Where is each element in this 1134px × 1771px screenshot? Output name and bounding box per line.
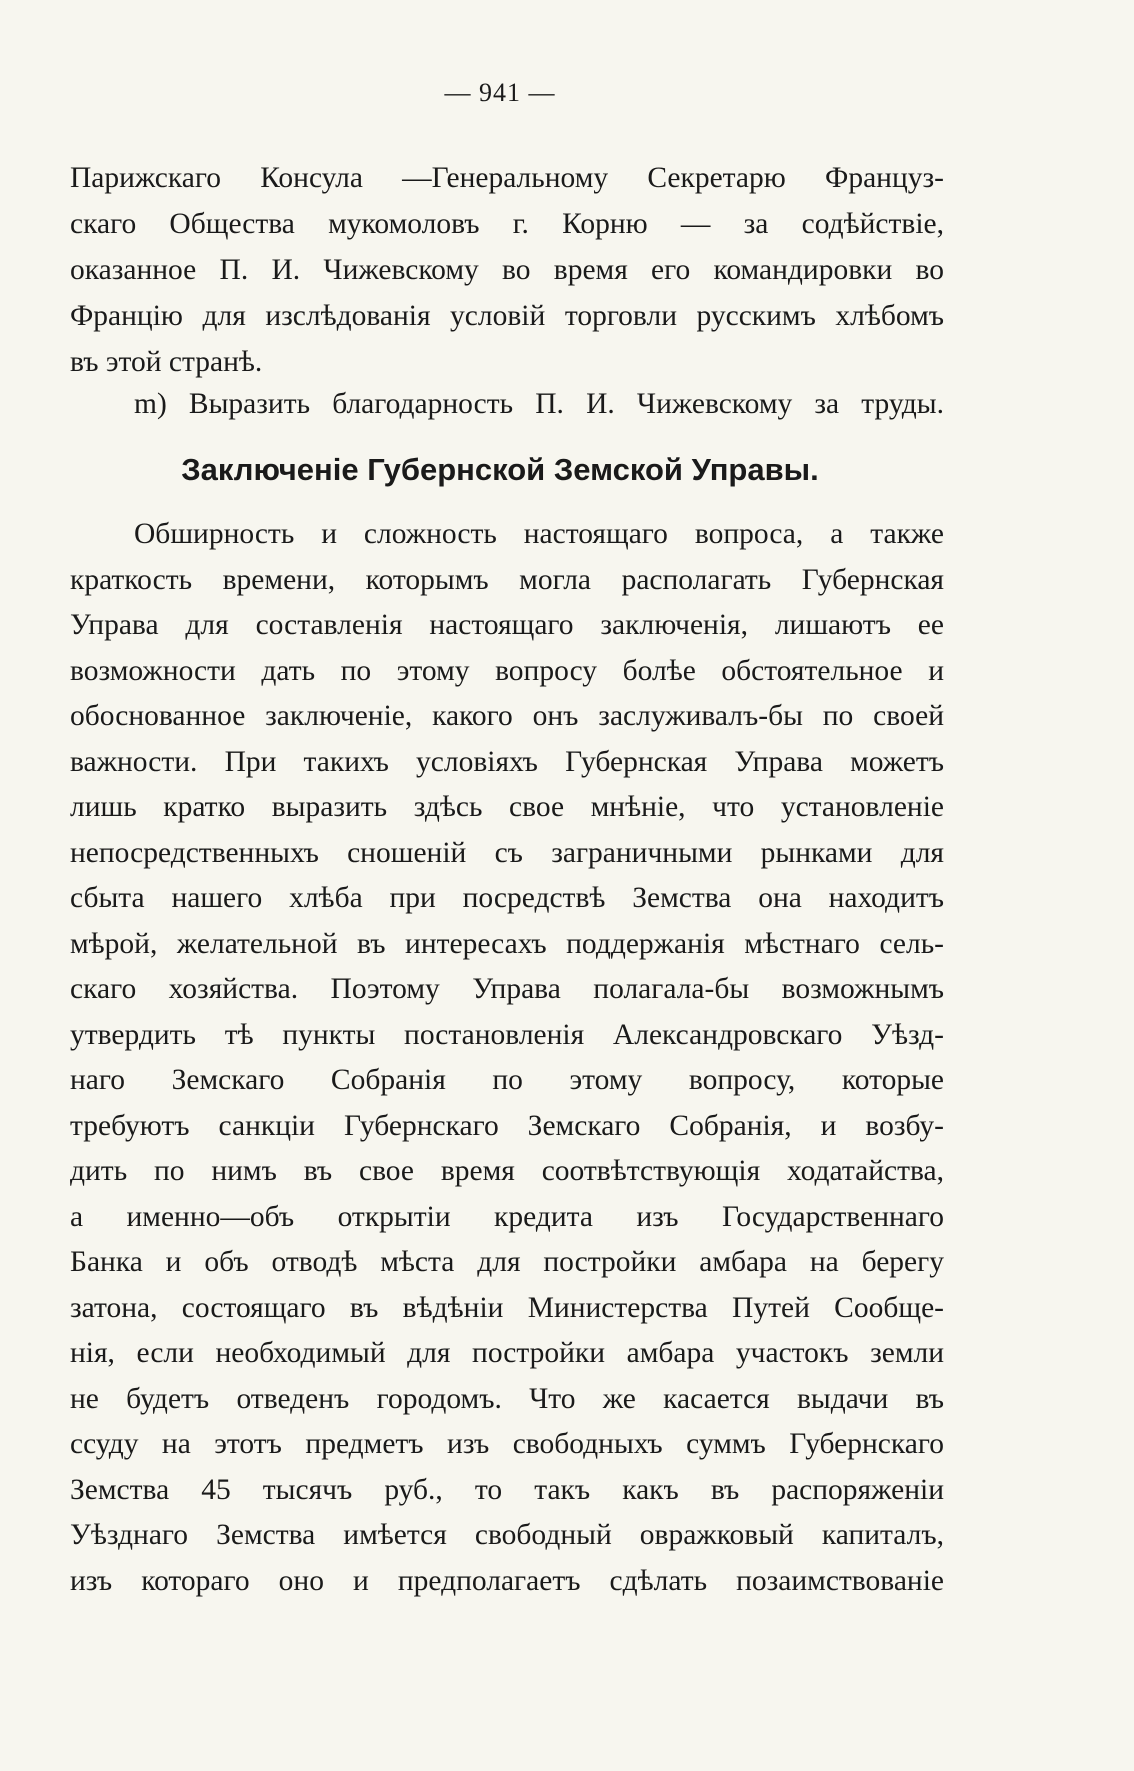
text-line: непосредственныхъ сношеній съ заграничными рынками для: [70, 837, 944, 869]
text-line: оказанное П. И. Чижевскому во время его командировки во: [70, 254, 944, 286]
text-line: нія, если необходимый для постройки амбара участокъ земли: [70, 1337, 944, 1369]
item-m-text: m) Выразить благодарность П. И. Чижевскому за труды.: [134, 388, 944, 420]
text-line: утвердить тѣ пункты постановленія Александровскаго Уѣзд-: [70, 1019, 944, 1051]
page-number: — 941 —: [444, 78, 556, 107]
text-line: Парижскаго Консула —Генеральному Секретарю Француз-: [70, 162, 944, 194]
text-line: не будетъ отведенъ городомъ. Что же касается выдачи въ: [70, 1383, 944, 1415]
text-line: Банка и объ отводѣ мѣста для постройки амбара на берегу: [70, 1246, 944, 1278]
text-line: скаго хозяйства. Поэтому Управа полагала-бы возможнымъ: [70, 973, 944, 1005]
text-line: Управа для составленія настоящаго заключенія, лишаютъ ее: [70, 609, 944, 641]
text-line: важности. При такихъ условіяхъ Губернская Управа можетъ: [70, 746, 944, 778]
text-line: скаго Общества мукомоловъ г. Корню — за содѣйствіе,: [70, 208, 944, 240]
text-line: краткость времени, которымъ могла располагать Губернская: [70, 564, 944, 596]
text-line: обоснованное заключеніе, какого онъ заслуживалъ-бы по своей: [70, 700, 944, 732]
text-line: мѣрой, желательной въ интересахъ поддержанія мѣстнаго сель-: [70, 928, 944, 960]
text-line: изъ котораго оно и предполагаетъ сдѣлать позаимствованіе: [70, 1565, 944, 1597]
text-line: ссуду на этотъ предметъ изъ свободныхъ суммъ Губернскаго: [70, 1428, 944, 1460]
section-heading: Заключеніе Губернской Земской Управы.: [181, 452, 819, 487]
text-line: а именно—объ открытіи кредита изъ Государственнаго: [70, 1201, 944, 1233]
text-line: сбыта нашего хлѣба при посредствѣ Земства она находитъ: [70, 882, 944, 914]
text-line: лишь кратко выразить здѣсь свое мнѣніе, что установленіе: [70, 791, 944, 823]
text-line: требуютъ санкціи Губернскаго Земскаго Собранія, и возбу-: [70, 1110, 944, 1142]
text-line: Францію для изслѣдованія условій торговли русскимъ хлѣбомъ: [70, 300, 944, 332]
text-line: возможности дать по этому вопросу болѣе обстоятельное и: [70, 655, 944, 687]
text-line: дить по нимъ въ свое время соотвѣтствующія ходатайства,: [70, 1155, 944, 1187]
text-line: наго Земскаго Собранія по этому вопросу, которые: [70, 1064, 944, 1096]
text-line: Уѣзднаго Земства имѣется свободный овражковый капиталъ,: [70, 1519, 944, 1551]
text-line: Земства 45 тысячъ руб., то такъ какъ въ распоряженіи: [70, 1474, 944, 1506]
text-line: Обширность и сложность настоящаго вопроса, а также: [134, 518, 944, 550]
text-line: въ этой странѣ.: [70, 346, 263, 378]
text-line: затона, состоящаго въ вѣдѣніи Министерства Путей Сообще-: [70, 1292, 944, 1324]
